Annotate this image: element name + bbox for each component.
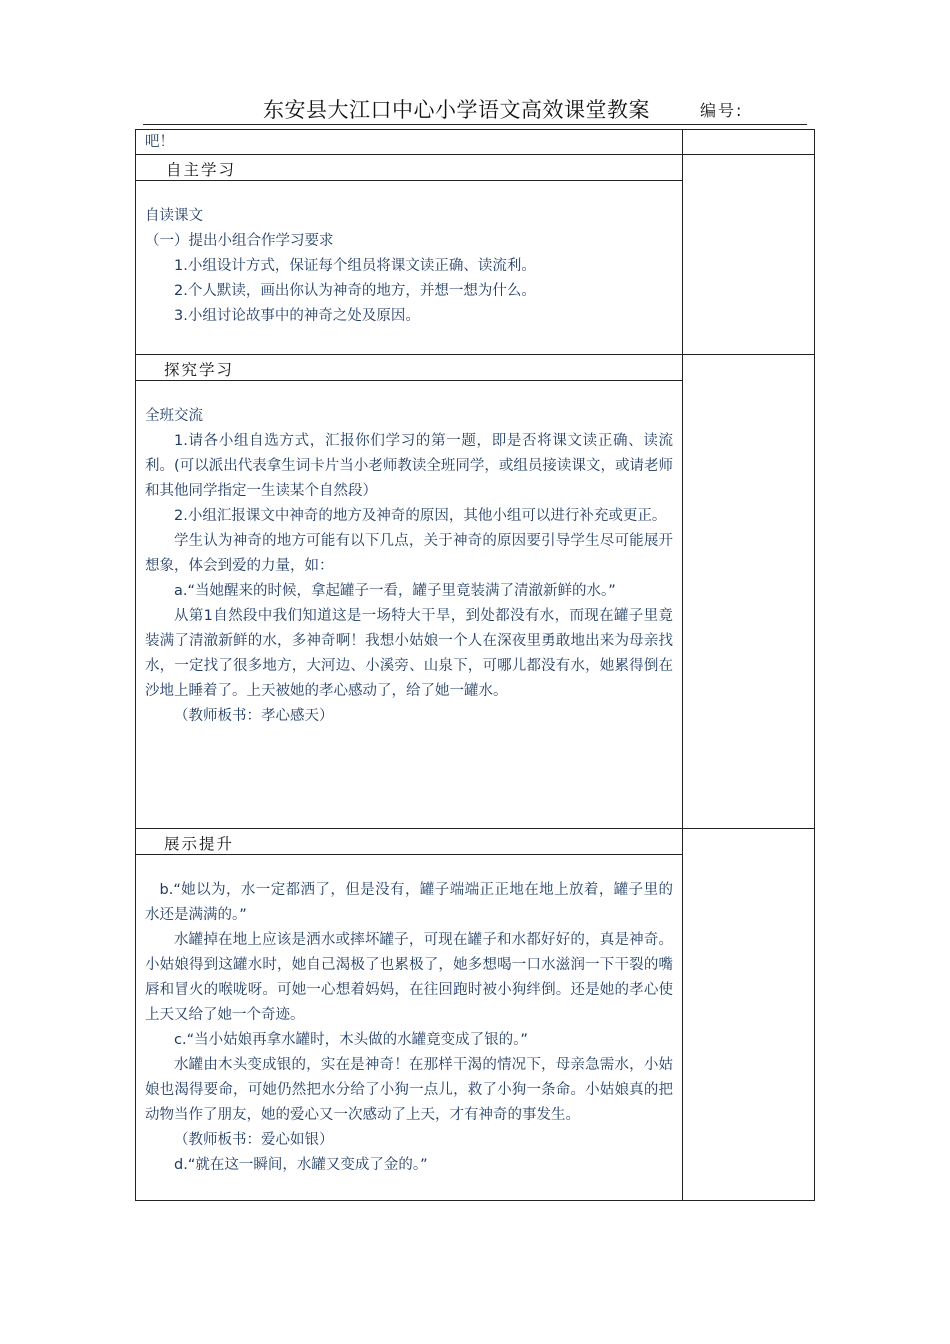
paragraph: 从第1自然段中我们知道这是一场特大干旱，到处都没有水，而现在罐子里竟装满了清澈新鲜的水，多神奇啊！我想小姑娘一个人在深夜里勇敢地出来为母亲找水，一定找了很多地方，大河边、小溪旁、山泉下，可哪儿都没有水，她累得倒在沙地上睡着了。上天被她的孝心感动了，给了她一罐水。 <box>145 608 673 699</box>
paragraph: a.“当她醒来的时候，拿起罐子一看，罐子里竟装满了清澈新鲜的水。” <box>174 583 616 599</box>
section-body-self-study <box>145 204 673 329</box>
paragraph: 1.请各小组自选方式，汇报你们学习的第一题，即是否将课文读正确、读流利。(可以派出代表拿生词卡片当小老师教读全班同学，或组员接读课文，或请老师和其他同学指定一生读某个自然段） <box>145 433 673 499</box>
paragraph: b.“她以为，水一定都洒了，但是没有，罐子端端正正地在地上放着，罐子里的水还是满满的。” <box>145 882 673 923</box>
lesson-plan-table <box>135 129 815 1201</box>
paragraph: （一）提出小组合作学习要求 <box>145 233 334 249</box>
paragraph: 自读课文 <box>145 208 203 224</box>
label-divider <box>136 854 682 855</box>
paragraph: 学生认为神奇的地方可能有以下几点，关于神奇的原因要引导学生尽可能展开想象，体会到爱的力量，如： <box>145 533 673 574</box>
paragraph: （教师板书：爱心如银） <box>174 1132 334 1148</box>
section-label-presentation: 展示提升 <box>164 835 235 853</box>
paragraph: 水罐掉在地上应该是洒水或摔坏罐子，可现在罐子和水都好好的，真是神奇。小姑娘得到这罐水时，她自己渴极了也累极了，她多想喝一口水滋润一下干裂的嘴唇和冒火的喉咙呀。可她一心想着妈妈，在往回跑时被小狗绊倒。还是她的孝心使上天又给了她一个奇迹。 <box>145 932 673 1023</box>
paragraph: 2.小组汇报课文中神奇的地方及神奇的原因，其他小组可以进行补充或更正。 <box>174 508 667 524</box>
label-divider <box>136 180 682 181</box>
row-divider <box>136 154 814 155</box>
paragraph: 1.小组设计方式，保证每个组员将课文读正确、读流利。 <box>174 258 536 274</box>
paragraph: 3.小组讨论故事中的神奇之处及原因。 <box>174 308 420 324</box>
paragraph: （教师板书：孝心感天） <box>174 708 334 724</box>
section-body-inquiry <box>145 404 673 729</box>
paragraph: 全班交流 <box>145 408 203 424</box>
section-label-self-study: 自主学习 <box>166 161 237 179</box>
paragraph: c.“当小姑娘再拿水罐时，木头做的水罐竟变成了银的。” <box>174 1032 528 1048</box>
column-divider <box>682 130 683 1200</box>
continuation-text: 吧！ <box>145 134 174 150</box>
document-title: 东安县大江口中心小学语文高效课堂教案 <box>263 98 650 122</box>
paragraph: 水罐由木头变成银的，实在是神奇！在那样干渴的情况下，母亲急需水，小姑娘也渴得要命，可她仍然把水分给了小狗一点儿，救了小狗一条命。小姑娘真的把动物当作了朋友，她的爱心又一次感动了上天，才有神奇的事发生。 <box>145 1057 673 1123</box>
page-header <box>143 92 807 125</box>
document-number-label: 编号: <box>700 101 744 120</box>
row-divider <box>136 354 814 355</box>
row-divider <box>136 828 814 829</box>
section-label-inquiry: 探究学习 <box>164 361 235 379</box>
paragraph: d.“就在这一瞬间，水罐又变成了金的。” <box>174 1157 428 1173</box>
paragraph: 2.个人默读，画出你认为神奇的地方，并想一想为什么。 <box>174 283 536 299</box>
section-body-presentation <box>145 878 673 1178</box>
label-divider <box>136 380 682 381</box>
